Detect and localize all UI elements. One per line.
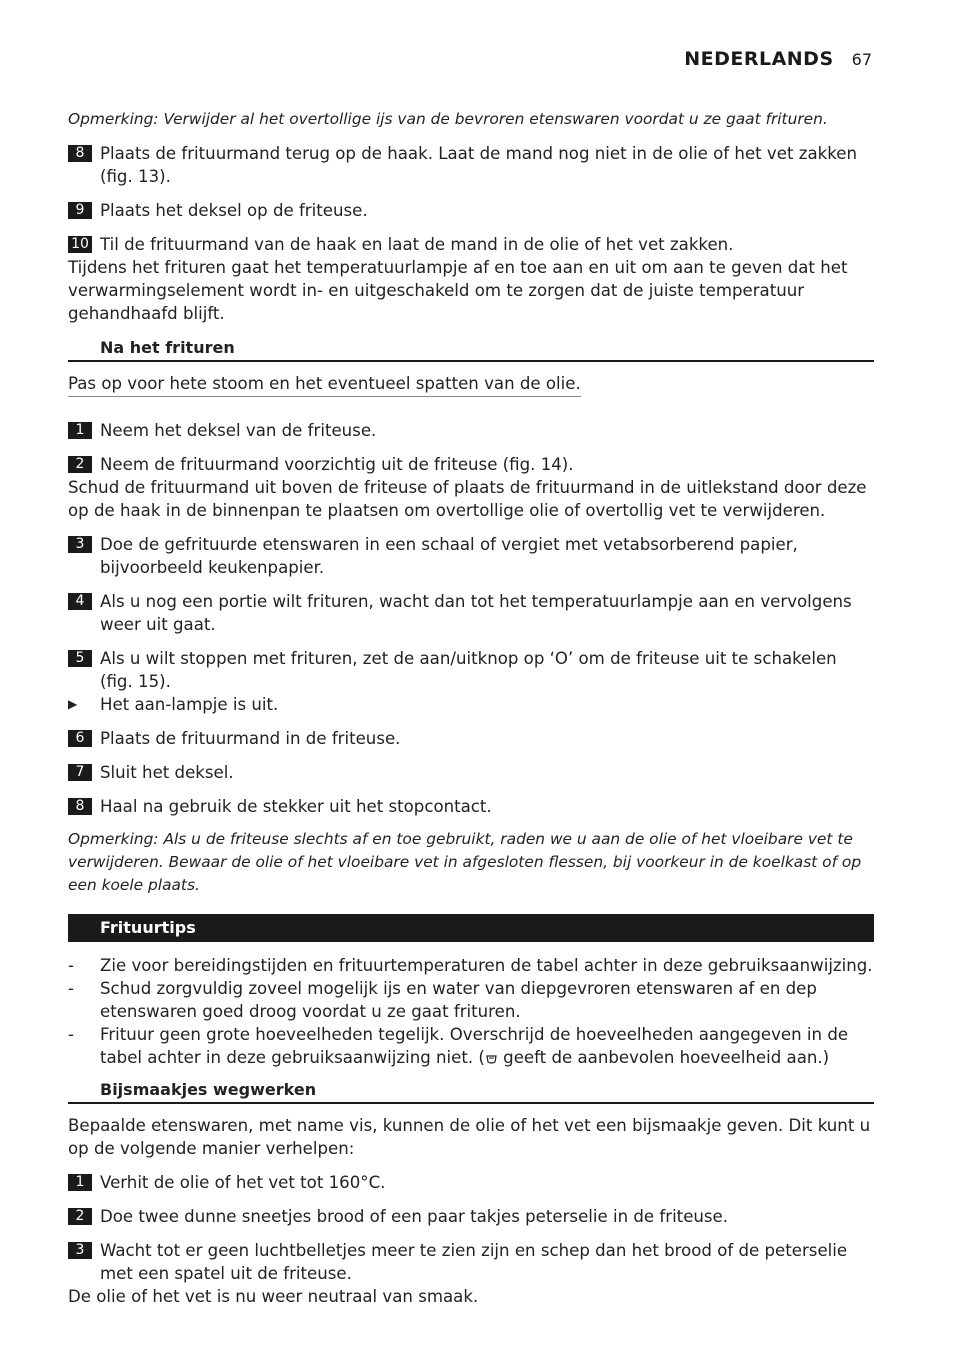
step-number: 3 (68, 536, 92, 553)
section-heading: Bijsmaakjes wegwerken (68, 1079, 874, 1104)
step-text: Verhit de olie of het vet tot 160°C. (100, 1173, 386, 1192)
step-number: 8 (68, 798, 92, 815)
page-number: 67 (851, 50, 872, 69)
step-item (68, 453, 874, 476)
step-text: Als u nog een portie wilt frituren, wacht dan tot het temperatuurlampje aan en vervolgens weer uit gaat. (100, 592, 852, 634)
step-text: Doe twee dunne sneetjes brood of een paar takjes peterselie in de friteuse. (100, 1207, 729, 1226)
result-text: Het aan-lampje is uit. (100, 695, 279, 714)
result-item (68, 693, 874, 716)
step-item (68, 533, 874, 579)
step-text: Plaats de frituurmand in de friteuse. (100, 729, 401, 748)
step-text: Als u wilt stoppen met frituren, zet de aan/uitknop op ‘O’ om de friteuse uit te schakelen (fig. 15). (100, 649, 837, 691)
step-number: 9 (68, 202, 92, 219)
tip-item (68, 1023, 874, 1069)
step-item (68, 419, 874, 442)
step-text: Doe de gefrituurde etenswaren in een schaal of vergiet met vetabsorberend papier, bijvoorbeeld keukenpapier. (100, 535, 798, 577)
step-number: 1 (68, 422, 92, 439)
step-text: Haal na gebruik de stekker uit het stopcontact. (100, 797, 492, 816)
result-arrow-icon: ▶ (68, 697, 78, 711)
step-text: Neem de frituurmand voorzichtig uit de friteuse (fig. 14). (100, 455, 574, 474)
page-content (68, 108, 874, 1308)
step-text: Plaats het deksel op de friteuse. (100, 201, 368, 220)
dash-marker: - (68, 1025, 74, 1044)
dash-marker: - (68, 979, 74, 998)
paragraph: Bepaalde etenswaren, met name vis, kunnen de olie of het vet een bijsmaakje geven. Dit kunt u op de volgende manier verhelpen: (68, 1116, 871, 1158)
dash-marker: - (68, 956, 74, 975)
step-number: 8 (68, 145, 92, 162)
tip-item (68, 954, 874, 977)
section-heading-bar: Frituurtips (68, 914, 874, 942)
warning-text: Pas op voor hete stoom en het eventueel spatten van de olie. (68, 372, 581, 397)
tip-text: Frituur geen grote hoeveelheden tegelijk. Overschrijd de hoeveelheden aangegeven in de tabel achter in deze gebruiksaanwijzing niet. ( (100, 1025, 849, 1067)
step-item (68, 199, 874, 222)
step-item (68, 647, 874, 693)
step-item (68, 1171, 874, 1194)
step-number: 10 (68, 236, 92, 253)
step-text: Neem het deksel van de friteuse. (100, 421, 377, 440)
step-item (68, 142, 874, 188)
step-text: Til de frituurmand van de haak en laat de mand in de olie of het vet zakken. (100, 235, 734, 254)
step-number: 7 (68, 764, 92, 781)
step-text: Sluit het deksel. (100, 763, 234, 782)
step-number: 1 (68, 1174, 92, 1191)
note: Opmerking: Verwijder al het overtollige ijs van de bevroren etenswaren voordat u ze gaat frituren. (68, 110, 828, 128)
tip-text: Schud zorgvuldig zoveel mogelijk ijs en water van diepgevroren etenswaren af en dep etenswaren goed droog voordat u ze gaat frituren. (100, 979, 817, 1021)
page-header (684, 48, 872, 70)
step-text: Wacht tot er geen luchtbelletjes meer te zien zijn en schep dan het brood of de peterselie met een spatel uit de friteuse. (100, 1241, 848, 1283)
tip-item (68, 977, 874, 1023)
language-label: NEDERLANDS (684, 48, 834, 70)
step-number: 5 (68, 650, 92, 667)
step-item (68, 1205, 874, 1228)
section-heading: Na het frituren (68, 337, 874, 362)
paragraph: De olie of het vet is nu weer neutraal van smaak. (68, 1287, 479, 1306)
tip-text: geeft de aanbevolen hoeveelheid aan.) (497, 1048, 830, 1067)
basket-icon (486, 1054, 497, 1064)
step-item (68, 233, 874, 256)
step-item (68, 1239, 874, 1285)
step-number: 2 (68, 456, 92, 473)
step-item (68, 761, 874, 784)
paragraph: Schud de frituurmand uit boven de friteuse of plaats de frituurmand in de uitlekstand door deze op de haak in de binnenpan te plaatsen om overtollige olie of overtollig vet te verwijderen. (68, 478, 867, 520)
step-item (68, 727, 874, 750)
step-item (68, 795, 874, 818)
tip-text: Zie voor bereidingstijden en frituurtemperaturen de tabel achter in deze gebruiksaanwijzing. (100, 956, 873, 975)
paragraph: Tijdens het frituren gaat het temperatuurlampje af en toe aan en uit om aan te geven dat het verwarmingselement wordt in- en uitgeschakeld om te zorgen dat de juiste temperatuur gehandhaafd blijft. (68, 258, 848, 323)
step-item (68, 590, 874, 636)
step-number: 4 (68, 593, 92, 610)
step-text: Plaats de frituurmand terug op de haak. Laat de mand nog niet in de olie of het vet zakken (fig. 13). (100, 144, 857, 186)
step-number: 2 (68, 1208, 92, 1225)
note: Opmerking: Als u de friteuse slechts af en toe gebruikt, raden we u aan de olie of het vloeibare vet te verwijderen. Bewaar de olie of het vloeibare vet in afgesloten flessen, bij voorkeur in de koelkast of op een koele plaats. (68, 830, 862, 894)
step-number: 3 (68, 1242, 92, 1259)
step-number: 6 (68, 730, 92, 747)
